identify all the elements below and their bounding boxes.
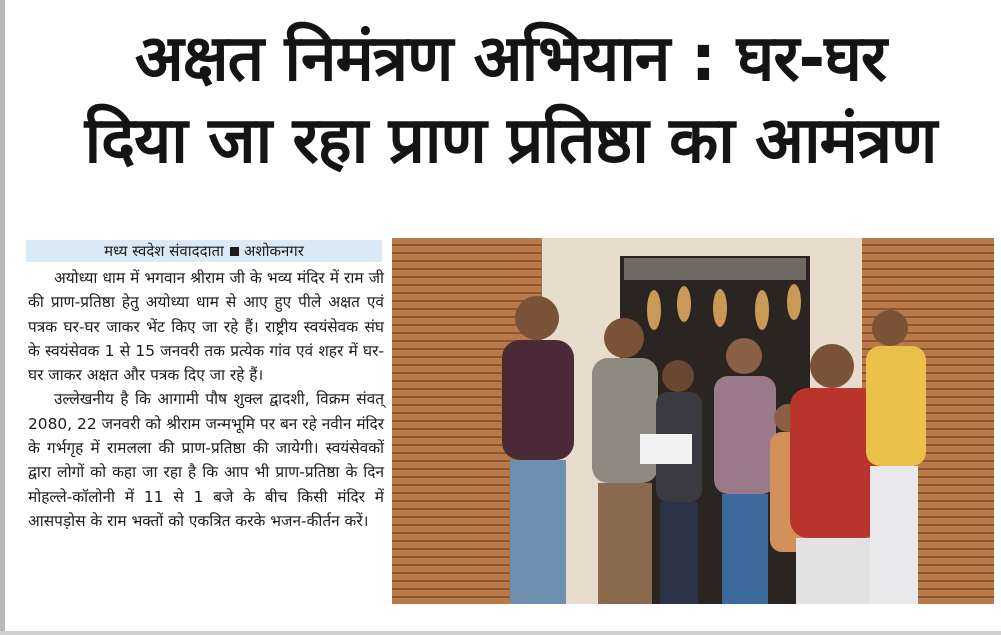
byline (26, 240, 382, 262)
news-photo (392, 238, 994, 604)
byline-location: अशोकनगर (243, 242, 304, 260)
photo-illustration (392, 238, 994, 604)
byline-separator-square (230, 247, 239, 256)
article-body (28, 266, 384, 533)
headline-line-2: दिया जा रहा प्राण प्रतिष्ठा का आमंत्रण (84, 104, 937, 178)
byline-reporter: मध्य स्वदेश संवाददाता (104, 242, 224, 260)
bottom-rule (0, 631, 1001, 635)
headline-line-1: अक्षत निमंत्रण अभियान : घर-घर (134, 22, 887, 96)
article-paragraph-1: अयोध्या धाम में भगवान श्रीराम जी के भव्य मंदिर में राम जी की प्राण-प्रतिष्ठा हेतु अयोध्या धाम से आए हुए पीले अक्षत एवं पत्रक घर-घर जाकर भेंट किए जा रहे हैं। राष्ट्रीय स्वयंसेवक संघ के स्वयंसेवक 1 से 15 जनवरी तक प्रत्येक गांव एवं शहर में घर-घर जाकर अक्षत और पत्रक दिए जा रहे हैं। (28, 269, 384, 385)
door-grille (624, 258, 806, 280)
article-paragraph-2: उल्लेखनीय है कि आगामी पौष शुक्ल द्वादशी, विक्रम संवत् 2080, 22 जनवरी को श्रीराम जन्मभूमि पर बन रहे नवीन मंदिर के गर्भगृह में रामलला की प्राण-प्रतिष्ठा की जायेगी। स्वयंसेवकों द्वारा लोगों को कहा जा रहा है कि आप भी प्राण-प्रतिष्ठा के दिन मोहल्ले-कॉलोनी में 11 से 1 बजे के बीच किसी मंदिर में आसपड़ोस के राम भक्तों को एकत्रित करके भजन-कीर्तन करें। (28, 390, 384, 530)
left-column-rule (0, 0, 5, 635)
headline (28, 18, 993, 182)
